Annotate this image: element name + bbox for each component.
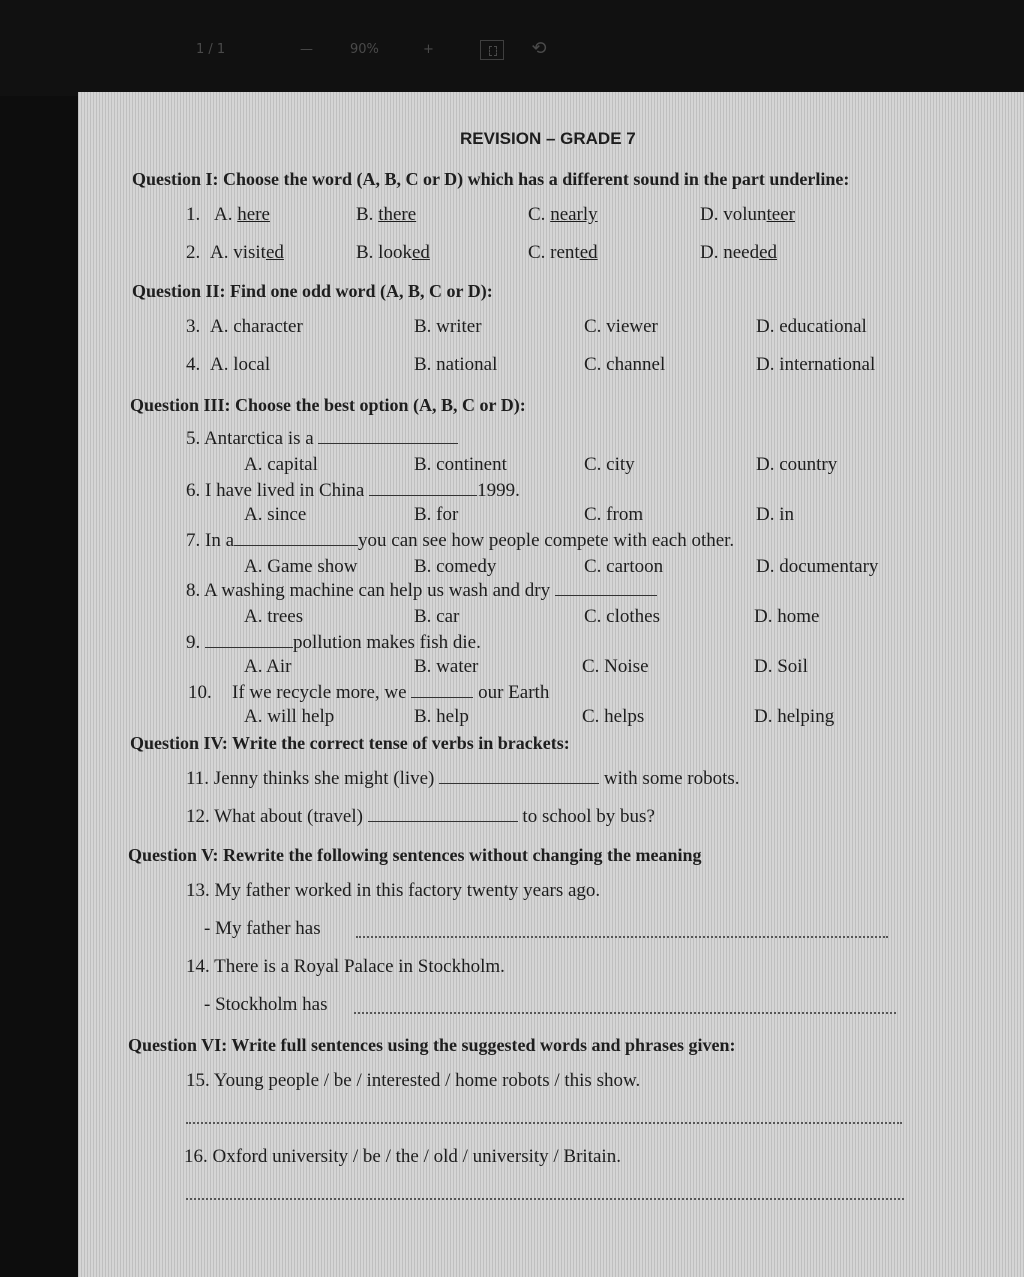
q14-sentence: 14. There is a Royal Palace in Stockholm.	[186, 956, 505, 977]
q7-option-a: A. Game show	[244, 556, 358, 577]
q13-prompt: - My father has	[204, 918, 321, 939]
q2-number: 2.	[186, 242, 201, 263]
q11-stem: 11. Jenny thinks she might (live) with some robots.	[186, 768, 740, 789]
fit-page-icon[interactable]	[480, 40, 504, 60]
q10-option-d: D. helping	[754, 706, 835, 727]
q16-answer-line[interactable]	[186, 1198, 904, 1200]
q1-option-b: B. there	[356, 204, 417, 225]
q9-option-b: B. water	[414, 656, 479, 677]
q3-number: 3.	[186, 316, 201, 337]
answer-blank[interactable]	[439, 771, 599, 784]
q10-option-b: B. help	[414, 706, 469, 727]
answer-blank[interactable]	[369, 483, 477, 496]
q1-option-a: A. here	[214, 204, 270, 225]
q4-option-b: B. national	[414, 354, 498, 375]
q14-answer-line[interactable]	[354, 1012, 896, 1014]
q8-option-a: A. trees	[244, 606, 304, 627]
answer-blank[interactable]	[411, 685, 473, 698]
answer-blank[interactable]	[205, 635, 293, 648]
q5-option-a: A. capital	[244, 454, 318, 475]
q13-answer-line[interactable]	[356, 936, 888, 938]
q10-stem: If we recycle more, we our Earth	[232, 682, 550, 703]
q2-option-d: D. needed	[700, 242, 778, 263]
q7-stem: 7. In a you can see how people compete with each other.	[186, 530, 735, 551]
q10-option-c: C. helps	[582, 706, 645, 727]
q4-option-d: D. international	[756, 354, 876, 375]
question-6-heading: Question VI: Write full sentences using the suggested words and phrases given:	[128, 1035, 736, 1055]
rotate-icon[interactable]: ⟲	[531, 38, 547, 59]
question-4-heading: Question IV: Write the correct tense of verbs in brackets:	[130, 733, 570, 753]
document-page	[78, 92, 1024, 1277]
q4-option-c: C. channel	[584, 354, 666, 375]
q9-option-a: A. Air	[244, 656, 292, 677]
q1-option-d: D. volunteer	[700, 204, 795, 225]
q3-option-c: C. viewer	[584, 316, 658, 337]
q8-option-d: D. home	[754, 606, 820, 627]
q10-number: 10.	[188, 682, 212, 703]
q8-option-c: C. clothes	[584, 606, 660, 627]
q3-option-d: D. educational	[756, 316, 867, 337]
q13-sentence: 13. My father worked in this factory twenty years ago.	[186, 880, 601, 901]
q7-option-b: B. comedy	[414, 556, 497, 577]
answer-blank[interactable]	[318, 431, 458, 444]
zoom-in-button[interactable]: +	[423, 42, 434, 57]
pdf-viewer-toolbar	[0, 0, 1024, 96]
question-2-heading: Question II: Find one odd word (A, B, C or D):	[132, 281, 493, 301]
answer-blank[interactable]	[368, 809, 518, 822]
q2-option-b: B. looked	[356, 242, 430, 263]
q6-option-d: D. in	[756, 504, 794, 525]
q1-number: 1.	[186, 204, 201, 225]
q4-number: 4.	[186, 354, 201, 375]
q5-option-d: D. country	[756, 454, 838, 475]
q8-stem: 8. A washing machine can help us wash and dry	[186, 580, 657, 602]
q6-stem: 6. I have lived in China 1999.	[186, 480, 520, 501]
q16-sentence: 16. Oxford university / be / the / old / university / Britain.	[184, 1146, 621, 1167]
q9-option-c: C. Noise	[582, 656, 649, 677]
q7-option-c: C. cartoon	[584, 556, 664, 577]
q15-sentence: 15. Young people / be / interested / home robots / this show.	[186, 1070, 641, 1091]
page-indicator: 1 / 1	[196, 42, 226, 57]
q4-option-a: A. local	[210, 354, 271, 375]
q1-option-c: C. nearly	[528, 204, 598, 225]
q6-option-b: B. for	[414, 504, 459, 525]
page-title: REVISION – GRADE 7	[460, 129, 636, 148]
q5-stem: 5. Antarctica is a	[186, 428, 458, 450]
q3-option-a: A. character	[210, 316, 303, 337]
question-5-heading: Question V: Rewrite the following sentences without changing the meaning	[128, 845, 702, 865]
q10-option-a: A. will help	[244, 706, 335, 727]
q2-option-a: A. visited	[210, 242, 284, 263]
q12-stem: 12. What about (travel) to school by bus?	[186, 806, 655, 827]
q15-answer-line[interactable]	[186, 1122, 902, 1124]
q14-prompt: - Stockholm has	[204, 994, 328, 1015]
zoom-out-button[interactable]: —	[300, 42, 313, 57]
q6-option-c: C. from	[584, 504, 644, 525]
question-3-heading: Question III: Choose the best option (A, B, C or D):	[130, 395, 526, 415]
q7-option-d: D. documentary	[756, 556, 879, 577]
answer-blank[interactable]	[234, 533, 358, 546]
q9-stem: 9. pollution makes fish die.	[186, 632, 481, 653]
zoom-level: 90%	[350, 42, 379, 57]
q8-option-b: B. car	[414, 606, 460, 627]
q6-option-a: A. since	[244, 504, 307, 525]
q5-option-c: C. city	[584, 454, 635, 475]
q2-option-c: C. rented	[528, 242, 598, 263]
q3-option-b: B. writer	[414, 316, 482, 337]
q9-option-d: D. Soil	[754, 656, 808, 677]
question-1-heading: Question I: Choose the word (A, B, C or D) which has a different sound in the part underline:	[132, 169, 850, 189]
q5-option-b: B. continent	[414, 454, 507, 475]
answer-blank[interactable]	[555, 583, 657, 596]
